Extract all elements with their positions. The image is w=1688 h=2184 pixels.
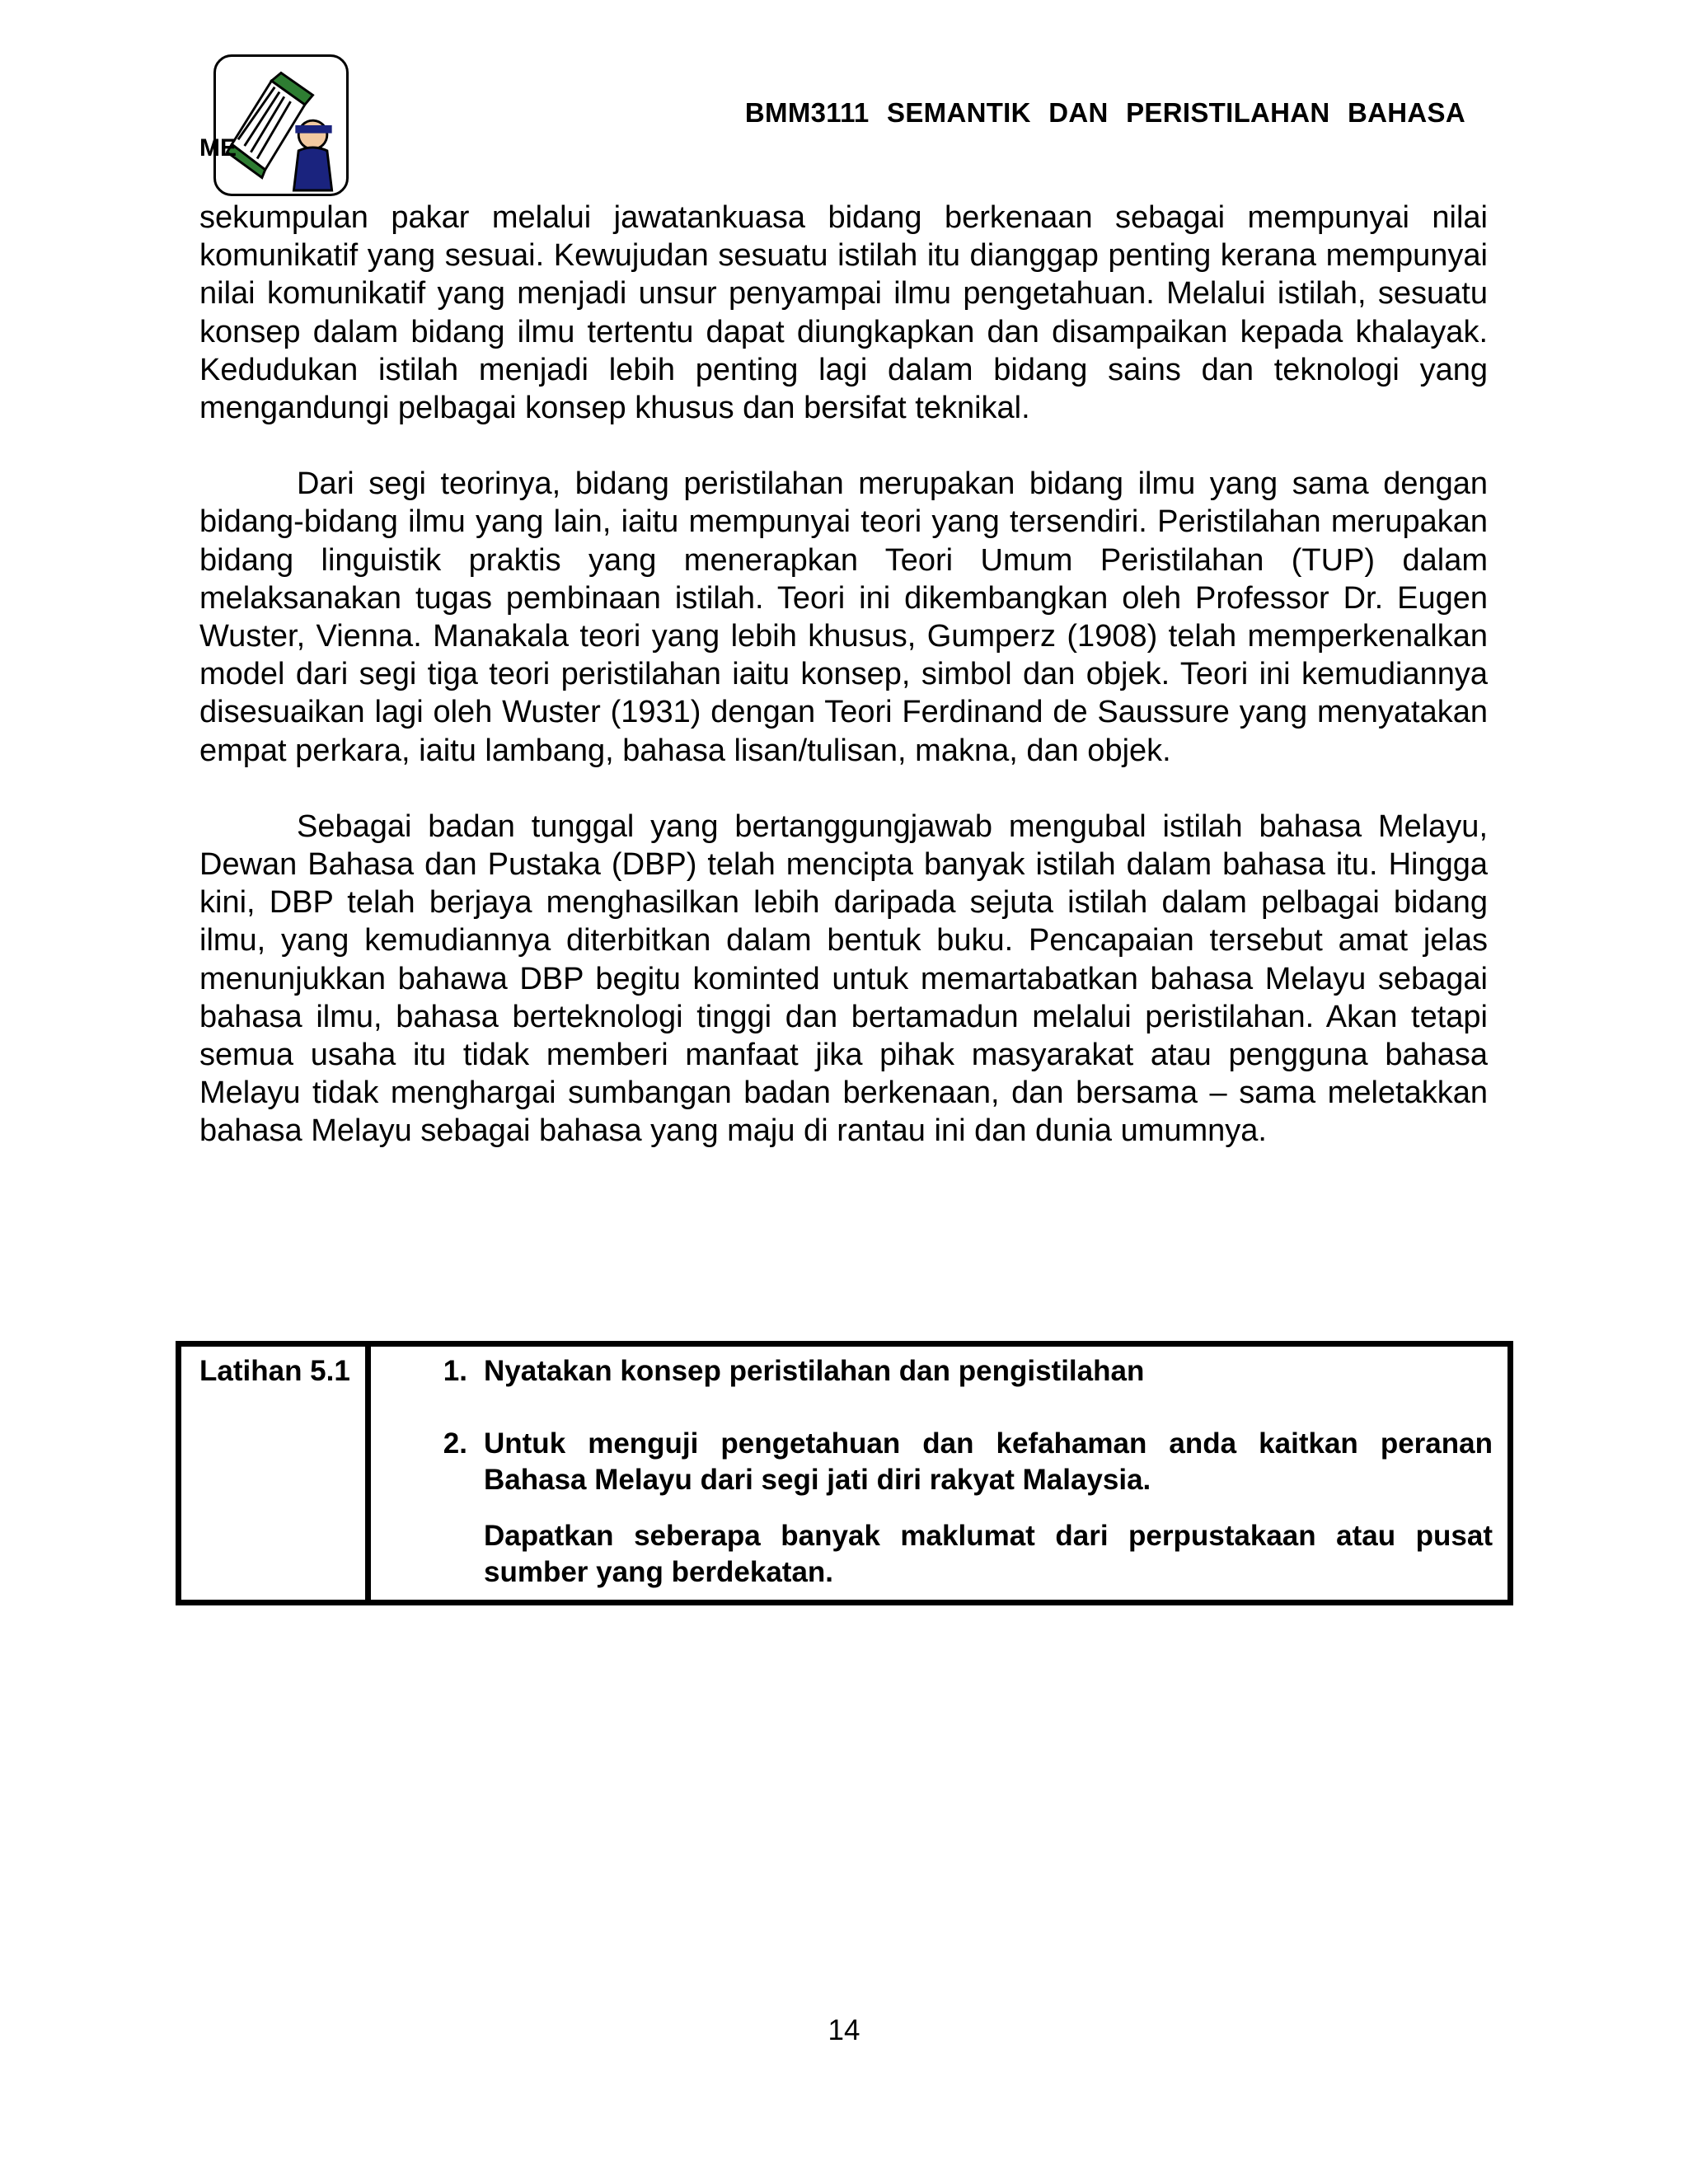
paragraph: sekumpulan pakar melalui jawatankuasa bidang berkenaan sebagai mempunyai nilai komunikatif yang sesuai. Kewujudan sesuatu istilah itu dianggap penting kerana mempunyai nilai komunikatif yang menjadi unsur penyampai ilmu pengetahuan. Melalui istilah, sesuatu konsep dalam bidang ilmu tertentu dapat diungkapkan dan disampaikan kepada khalayak. Kedudukan istilah menjadi lebih penting lagi dalam bidang sains dan teknologi yang mengandungi pelbagai konsep khusus dan bersifat teknikal. — [199, 200, 1488, 426]
exercise-note: Dapatkan seberapa banyak maklumat dari perpustakaan atau pusat sumber yang berdekatan. — [484, 1520, 1493, 1588]
question-text: Nyatakan konsep peristilahan dan pengistilahan — [484, 1355, 1145, 1387]
exercise-box — [176, 1341, 1513, 1605]
question-number: 1. — [443, 1355, 467, 1387]
page-number: 14 — [828, 2014, 860, 2046]
exercise-content — [371, 1347, 1507, 1600]
exercise-question — [371, 1353, 1493, 1390]
exercise-question — [371, 1426, 1493, 1498]
paragraph: Sebagai badan tunggal yang bertanggungjawab mengubal istilah bahasa Melayu, Dewan Bahasa dan Pustaka (DBP) telah mencipta banyak istilah dalam bahasa itu. Hingga kini, DBP telah berjaya menghasilkan lebih daripada sejuta istilah dalam pelbagai bidang ilmu, yang kemudiannya diterbitkan dalam bentuk buku. Pencapaian tersebut amat jelas menunjukkan bahawa DBP begitu kominted untuk memartabatkan bahasa Melayu sebagai bahasa ilmu, bahasa berteknologi tinggi dan bertamadun melalui peristilahan. Akan tetapi semua usaha itu tidak memberi manfaat jika pihak masyarakat atau pengguna bahasa Melayu tidak menghargai sumbangan badan berkenaan, dan bersama – sama meletakkan bahasa Melayu sebagai bahasa yang maju di rantau ini dan dunia umumnya. — [199, 808, 1488, 1149]
question-number: 2. — [443, 1427, 467, 1460]
course-header: BMM3111 SEMANTIK DAN PERISTILAHAN BAHASA — [744, 97, 1465, 128]
question-text: Untuk menguji pengetahuan dan kefahaman anda kaitkan peranan Bahasa Melayu dari segi jati diri rakyat Malaysia. — [484, 1427, 1493, 1496]
exercise-label: Latihan 5.1 — [181, 1347, 371, 1600]
paragraph: Dari segi teorinya, bidang peristilahan merupakan bidang ilmu yang sama dengan bidang-bidang ilmu yang lain, iaitu mempunyai teori yang tersendiri. Peristilahan merupakan bidang linguistik praktis yang menerapkan Teori Umum Peristilahan (TUP) dalam melaksanakan tugas pembinaan istilah. Teori ini dikembangkan oleh Professor Dr. Eugen Wuster, Vienna. Manakala teori yang lebih khusus, Gumperz (1908) telah memperkenalkan model dari segi tiga teori peristilahan iaitu konsep, simbol dan objek. Teori ini kemudiannya disesuaikan lagi oleh Wuster (1931) dengan Teori Ferdinand de Saussure yang menyatakan empat perkara, iaitu lambang, bahasa lisan/tulisan, makna, dan objek. — [199, 466, 1488, 768]
body-text — [199, 199, 1488, 1188]
header-fragment: ME — [199, 134, 237, 162]
